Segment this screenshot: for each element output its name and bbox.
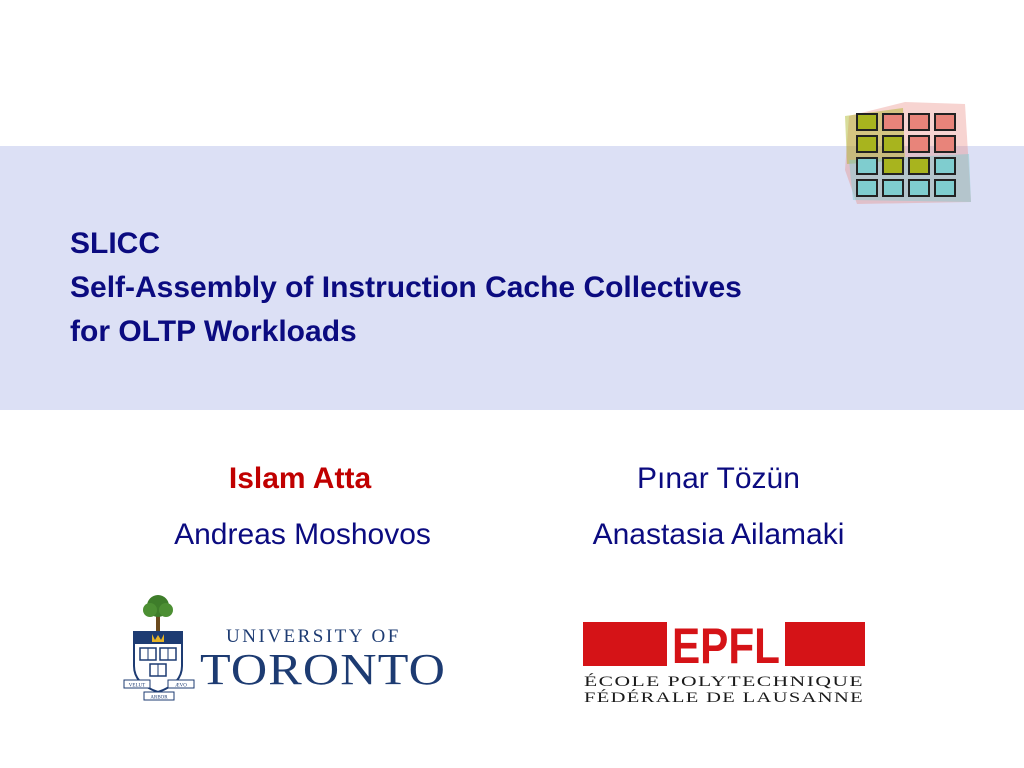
- cache-grid-logo: [843, 100, 973, 204]
- title-line-2: Self-Assembly of Instruction Cache Collectives: [70, 271, 742, 304]
- toronto-wordmark-line2: TORONTO: [200, 645, 446, 694]
- epfl-line2: FÉDÉRALE DE LAUSANNE: [584, 690, 789, 706]
- toronto-motto-right: ÆVO: [175, 683, 187, 689]
- epfl-mark: EPFL: [672, 620, 780, 674]
- title-line-3: for OLTP Workloads: [70, 315, 357, 348]
- slide-title: [70, 222, 970, 354]
- toronto-motto-bottom: ARBOR: [150, 695, 168, 701]
- epfl-logo: [583, 620, 865, 706]
- author-name: Pınar Tözün: [637, 462, 800, 495]
- toronto-motto-left: VELUT: [128, 683, 146, 689]
- author-name: Anastasia Ailamaki: [592, 518, 845, 551]
- author-name: Andreas Moshovos: [174, 518, 431, 551]
- author-presenter: Islam Atta: [228, 462, 372, 495]
- title-line-1: SLICC: [70, 227, 160, 260]
- toronto-wordmark-line1: UNIVERSITY OF: [226, 626, 401, 647]
- university-of-toronto-logo: [122, 592, 452, 704]
- epfl-line1: ÉCOLE POLYTECHNIQUE: [584, 674, 779, 690]
